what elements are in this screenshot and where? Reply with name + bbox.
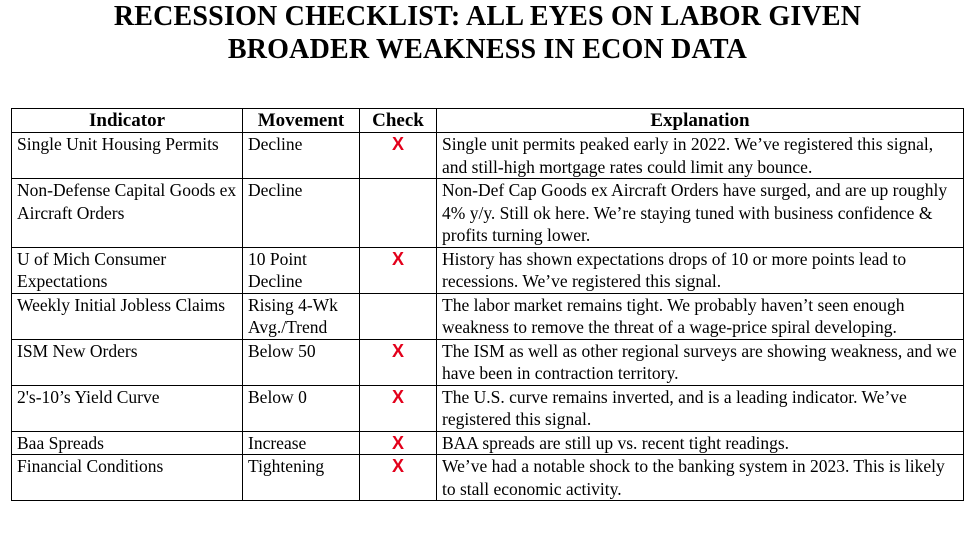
- table-header-row: [12, 109, 964, 133]
- movement-cell: Below 50: [243, 339, 360, 385]
- check-mark: [360, 293, 437, 339]
- table-row: [12, 455, 964, 501]
- movement-cell: Rising 4-Wk Avg./Trend: [243, 293, 360, 339]
- explanation-cell: The U.S. curve remains inverted, and is a leading indicator. We’ve registered this signal.: [437, 385, 964, 431]
- check-mark: [360, 179, 437, 248]
- table-row: [12, 339, 964, 385]
- check-mark: X: [360, 385, 437, 431]
- check-mark: X: [360, 247, 437, 293]
- title-line-1: RECESSION CHECKLIST: ALL EYES ON LABOR GIVEN: [113, 1, 862, 32]
- movement-cell: Increase: [243, 431, 360, 455]
- table-row: [12, 133, 964, 179]
- movement-cell: Decline: [243, 179, 360, 248]
- indicator-cell: Financial Conditions: [12, 455, 243, 501]
- indicator-cell: U of Mich Consumer Expectations: [12, 247, 243, 293]
- movement-cell: Tightening: [243, 455, 360, 501]
- recession-checklist-table: [11, 108, 964, 501]
- explanation-cell: Single unit permits peaked early in 2022. We’ve registered this signal, and still-high mortgage rates could limit any bounce.: [437, 133, 964, 179]
- indicator-cell: Weekly Initial Jobless Claims: [12, 293, 243, 339]
- indicator-cell: Non-Defense Capital Goods ex Aircraft Orders: [12, 179, 243, 248]
- explanation-cell: The ISM as well as other regional surveys are showing weakness, and we have been in contraction territory.: [437, 339, 964, 385]
- explanation-cell: The labor market remains tight. We probably haven’t seen enough weakness to remove the threat of a wage-price spiral developing.: [437, 293, 964, 339]
- indicator-cell: 2's-10’s Yield Curve: [12, 385, 243, 431]
- indicator-cell: Baa Spreads: [12, 431, 243, 455]
- explanation-cell: BAA spreads are still up vs. recent tight readings.: [437, 431, 964, 455]
- table-row: [12, 431, 964, 455]
- check-mark: X: [360, 133, 437, 179]
- movement-cell: Below 0: [243, 385, 360, 431]
- table-row: [12, 179, 964, 248]
- table-row: [12, 385, 964, 431]
- explanation-cell: History has shown expectations drops of 10 or more points lead to recessions. We’ve registered this signal.: [437, 247, 964, 293]
- check-mark: X: [360, 339, 437, 385]
- table-row: [12, 247, 964, 293]
- movement-cell: 10 Point Decline: [243, 247, 360, 293]
- header-indicator: Indicator: [12, 109, 243, 133]
- explanation-cell: Non-Def Cap Goods ex Aircraft Orders have surged, and are up roughly 4% y/y. Still ok here. We’re staying tuned with business confidence & profits turning lower.: [437, 179, 964, 248]
- check-mark: X: [360, 431, 437, 455]
- table-row: [12, 293, 964, 339]
- indicator-cell: Single Unit Housing Permits: [12, 133, 243, 179]
- header-movement: Movement: [243, 109, 360, 133]
- indicator-cell: ISM New Orders: [12, 339, 243, 385]
- explanation-cell: We’ve had a notable shock to the banking system in 2023. This is likely to stall economic activity.: [437, 455, 964, 501]
- check-mark: X: [360, 455, 437, 501]
- title-line-2: BROADER WEAKNESS IN ECON DATA: [227, 34, 748, 65]
- page-title: [0, 0, 975, 66]
- movement-cell: Decline: [243, 133, 360, 179]
- header-explanation: Explanation: [437, 109, 964, 133]
- header-check: Check: [360, 109, 437, 133]
